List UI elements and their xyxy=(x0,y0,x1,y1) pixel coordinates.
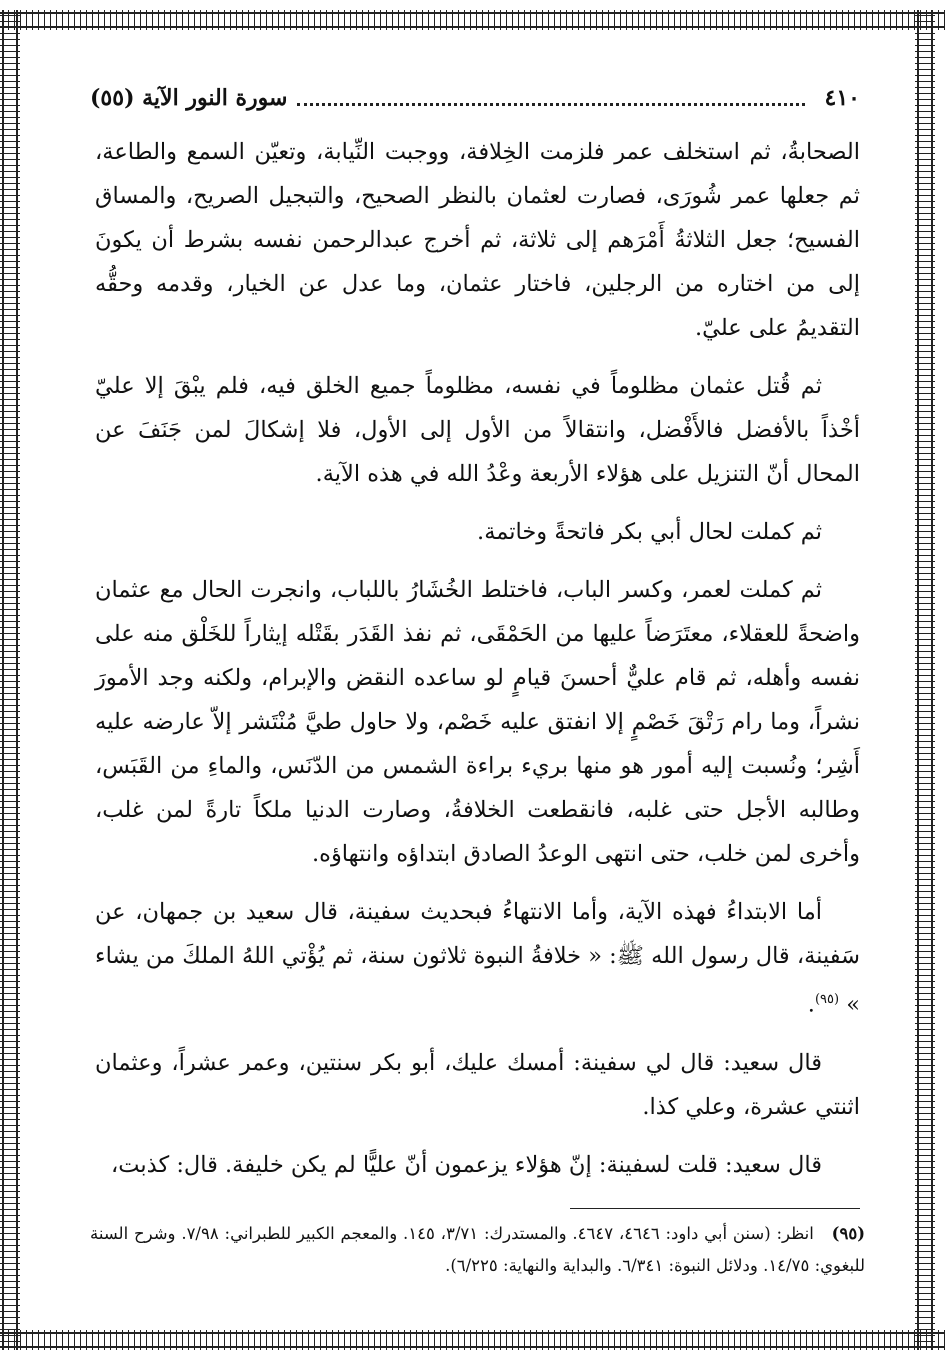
left-border-ornament xyxy=(0,10,20,1350)
paragraph: قال سعيد: قال لي سفينة: أمسك عليك، أبو بكر سنتين، وعمر عشراً، وعثمان اثنتي عشرة، وعلي كذا. xyxy=(95,1049,860,1120)
paragraph-with-footnote: أما الابتداءُ فهذه الآية، وأما الانتهاءُ فبحديث سفينة، قال سعيد بن جمهان، عن سَفينة، قال رسول الله ﷺ: « خلافةُ النبوة ثلاثون سنة، ثم يُؤْتي اللهُ الملكَ من يشاء » $^{(٩٥)}$. xyxy=(95,899,860,1018)
bottom-border-ornament xyxy=(0,1330,945,1350)
footnote-reference[interactable]: (٩٥) xyxy=(814,992,840,1007)
footnote-text: انظر: (سنن أبي داود: ٤٦٤٦، ٤٦٤٧. والمستدرك: ٣/٧١، ١٤٥. والمعجم الكبير للطبراني: ٧/٩٨. وشرح السنة للبغوي: ١٤/٧٥. ودلائل النبوة: ٦/٣٤١. والبداية والنهاية: ٦/٢٢٥). xyxy=(90,1224,865,1275)
footnotes xyxy=(90,1218,865,1282)
running-title: سورة النور الآية (٥٥) xyxy=(90,85,288,111)
paragraph: قال سعيد: قلت لسفينة: إنّ هؤلاء يزعمون أنّ عليًّا لم يكن خليفة. قال: كذبت، xyxy=(111,1151,822,1178)
header-dot-leader xyxy=(297,91,804,106)
running-header xyxy=(90,78,860,118)
paragraph-text: أما الابتداءُ فهذه الآية، وأما الانتهاءُ فبحديث سفينة، قال سعيد بن جمهان، عن سَفينة، قال رسول الله ﷺ: « خلافةُ النبوة ثلاثون سنة، ثم يُؤْتي اللهُ الملكَ من يشاء » xyxy=(95,899,860,1018)
paragraph: ثم كملت لعمر، وكسر الباب، فاختلط الخُشَارُ باللباب، وانجرت الحال مع عثمان واضحةً للعقلاء، معتَرَضاً عليها من الحَمْقَى، ثم نفذ القَدَر بقَتْله إيثاراً للخَلْق منه على نفسه وأهله، ثم قام عليٌّ أحسنَ قيامٍ لو ساعده النقض والإبرام، ولكنه وجد الأمورَ نشراً، وما رام رَتْقَ خَصْمٍ إلا انفتق عليه خَصْم، ولا حاول طيَّ مُنْتَشر إلاّ عارضه عليه أَشِر؛ ونُسبت إليه أمور هو منها بريء براءة الشمس من الدّنَس، والماءِ من القَبَس، وطالبه الأجل حتى غلبه، فانقطعت الخلافةُ، وصارت الدنيا ملكاً تارةً لمن غلب، وأخرى لمن خلب، حتى انتهى الوعدُ الصادق ابتداؤه وانتهاؤه. xyxy=(95,577,860,867)
main-text xyxy=(95,130,860,1201)
right-border-ornament xyxy=(915,10,935,1350)
paragraph: الصحابةُ، ثم استخلف عمر فلزمت الخِلافة، ووجبت النِّيابة، وتعيّن السمع والطاعة، ثم جعلها عمر شُورَى، فصارت لعثمان بالنظر الصحيح، والتبجيل الصريح، والمساق الفسيح؛ جعل الثلاثةُ أَمْرَهم إلى ثلاثة، ثم أخرج عبدالرحمن نفسه بشرط أن يكونَ إلى من اختاره من الرجلين، فاختار عثمان، وما عدل عن الخيار، وقدمه وحقُّه التقديمُ على عليّ. xyxy=(95,139,860,341)
paragraph: ثم قُتل عثمان مظلوماً في نفسه، مظلوماً جميع الخلق فيه، فلم يبْقَ إلا عليّ أخْذاً بالأفضل فالأَفْضل، وانتقالاً من الأول إلى الأول، فلا إشكالَ لمن جَنَفَ عن المحال أنّ التنزيل على هؤلاء الأربعة وعْدُ الله في هذه الآية. xyxy=(95,373,860,487)
footnote-separator xyxy=(570,1208,860,1209)
paragraph: ثم كملت لحال أبي بكر فاتحةً وخاتمة. xyxy=(477,519,822,545)
footnote-number: (٩٥) xyxy=(831,1224,865,1243)
page-number: ٤١٠ xyxy=(824,85,860,111)
footnote xyxy=(90,1218,865,1282)
top-border-ornament xyxy=(0,10,945,30)
